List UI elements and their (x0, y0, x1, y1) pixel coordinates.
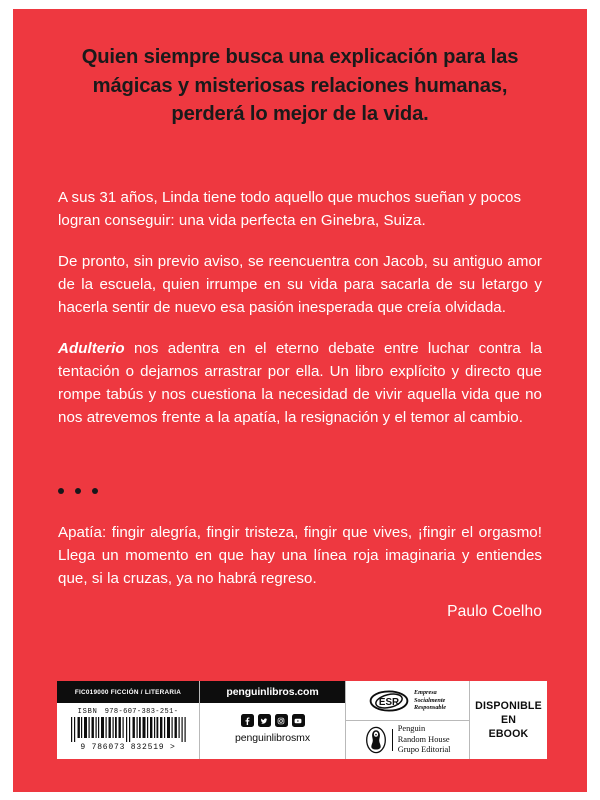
synopsis-paragraph-1: A sus 31 años, Linda tiene todo aquello que muchos sueñan y pocos logran conseguir: una vida perfecta en Ginebra, Suiza. (58, 189, 522, 229)
pull-quote (58, 522, 542, 621)
isbn-number (66, 708, 190, 716)
book-title-italic: Adulterio (58, 339, 125, 357)
ebook-line-2: EBOOK (488, 728, 529, 741)
page-title (43, 43, 557, 129)
svg-text:ESR: ESR (378, 696, 400, 708)
ebook-line-1: DISPONIBLE EN (475, 699, 542, 726)
synopsis-body (58, 187, 542, 447)
prh-line-2: Random House (397, 734, 450, 744)
esr-logo-icon (369, 689, 409, 713)
prh-line-1: Penguin (397, 724, 426, 734)
isbn-block (57, 703, 199, 756)
dots-separator (58, 488, 98, 494)
penguin-random-house-name (398, 724, 451, 756)
bisac-category-label: FIC019000 FICCIÓN / LITERARIA (57, 681, 199, 703)
esr-tagline (414, 689, 446, 712)
isbn-panel (57, 681, 199, 759)
penguinlibros-handle[interactable]: penguinlibrosmx (235, 732, 310, 744)
footer-bar (57, 681, 547, 759)
facebook-icon[interactable] (241, 714, 254, 727)
barcode-icon (69, 717, 187, 742)
quote-author: Paulo Coelho (447, 602, 542, 620)
ebook-label (470, 699, 547, 742)
youtube-icon[interactable] (292, 714, 305, 727)
headline-line-2: mágicas y misteriosas relaciones humanas, (92, 74, 508, 97)
headline-line-3: perderá lo mejor de la vida. (171, 103, 429, 126)
penguin-logo-icon (365, 726, 387, 754)
esr-line-2: Socialmente (414, 696, 446, 704)
barcode-digits: 9 786073 832519 > (80, 743, 176, 752)
esr-line-1: Empresa (414, 689, 437, 697)
prh-line-3: Grupo Editorial (397, 745, 451, 755)
esr-line-3: Responsable (414, 704, 446, 712)
headline-line-1: Quien siempre busca una explicación para las (81, 46, 519, 68)
social-icons-row (200, 714, 345, 727)
logo-divider (392, 729, 393, 751)
synopsis-paragraph-2: De pronto, sin previo aviso, se reencuentra con Jacob, su antiguo amor de la escuela, quien irrumpe en su vida para sacarla de su letargo y hacerla sentir de nuevo esa pasión inesperada que creía olvidada. (58, 252, 542, 316)
cover-red-background (13, 9, 587, 792)
instagram-icon[interactable] (275, 714, 288, 727)
separator-dot (92, 488, 98, 494)
penguinlibros-panel (199, 681, 345, 759)
penguin-random-house-block (346, 721, 469, 759)
penguinlibros-website[interactable]: penguinlibros.com (200, 681, 345, 703)
isbn-label: ISBN (77, 708, 98, 716)
separator-dot (75, 488, 81, 494)
separator-dot (58, 488, 64, 494)
synopsis-paragraph-3-rest: nos adentra en el eterno debate entre luchar contra la tentación o dejarnos arrastrar por ella. Un libro explícito y directo que rompe tabús y nos cuestiona la necesidad de vivir aquella vida que no nos atrevemos frente a la apatía, la resignación y el temor al cambio. (58, 339, 542, 426)
ebook-availability-panel (469, 681, 547, 759)
twitter-icon[interactable] (258, 714, 271, 727)
logos-panel (345, 681, 469, 759)
esr-logo-block (346, 681, 469, 721)
quote-text: Apatía: fingir alegría, fingir tristeza, fingir que vives, ¡fingir el orgasmo! Llega un momento en que hay una línea roja imaginaria y entiendes que, si la cruzas, ya no habrá regreso. (58, 524, 542, 587)
isbn-value: 978-607-383-251- (104, 708, 179, 716)
synopsis-paragraph-3 (58, 338, 542, 430)
